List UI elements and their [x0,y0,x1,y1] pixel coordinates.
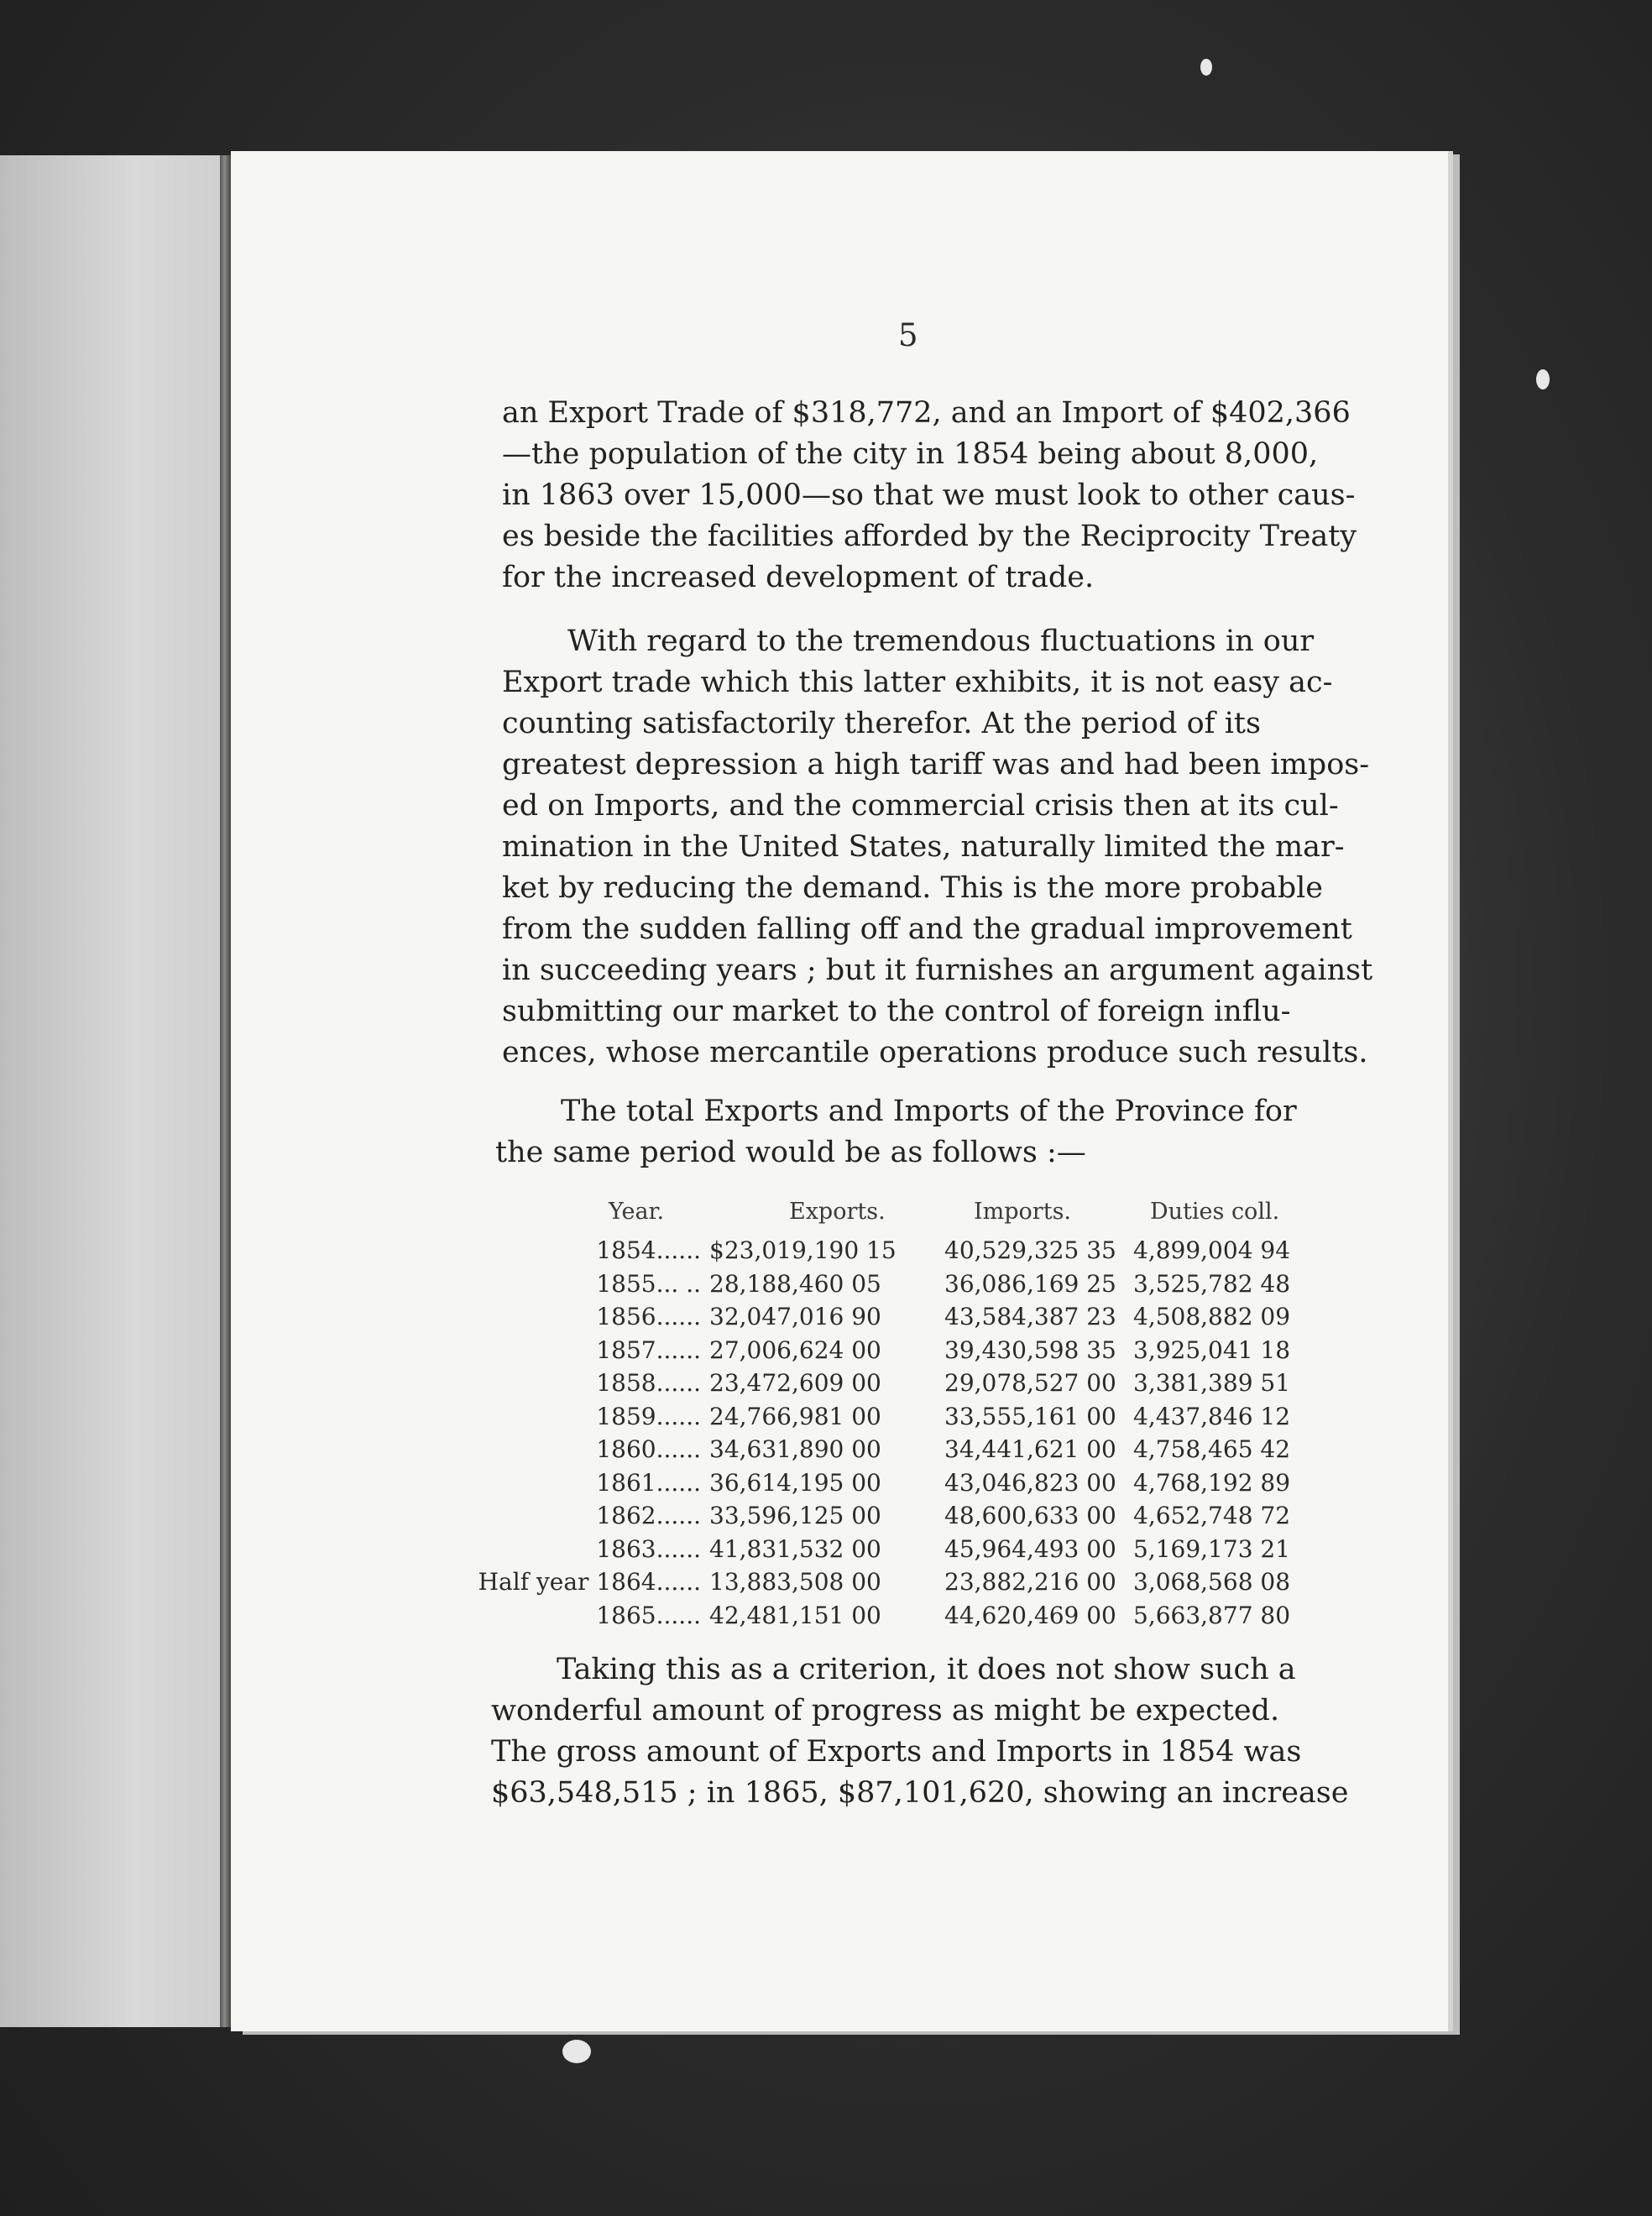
table-row [478,1234,1318,1267]
page-number: 5 [898,317,918,353]
text-line: for the increased development of trade. [502,561,1095,594]
text-line: wonderful amount of progress as might be expected. [491,1694,1280,1727]
cell-year: 1861...... [596,1468,701,1497]
cell-year: 1854...... [596,1236,701,1264]
cell-year: 1855... .. [596,1269,701,1298]
text-line: in succeeding years ; but it furnishes an argument against [502,954,1373,987]
table-row [478,1400,1318,1434]
cell-year: 1859...... [596,1402,701,1430]
cell-imports: 44,620,469 00 [944,1601,1116,1629]
cell-duties: 4,899,004 94 [1133,1236,1291,1264]
cell-duties: 3,068,568 08 [1133,1568,1291,1596]
cell-year: 1856...... [596,1303,701,1330]
table-row [478,1499,1318,1533]
paragraph-3 [495,1091,1315,1173]
text-line: submitting our market to the control of foreign influ- [502,995,1291,1028]
cell-exports: 33,596,125 00 [709,1502,881,1529]
text-line: the same period would be as follows :— [495,1136,1086,1169]
cell-duties: 4,437,846 12 [1133,1402,1291,1430]
cell-exports: 36,614,195 00 [709,1468,881,1497]
text-line: Taking this as a criterion, it does not show such a [557,1653,1296,1686]
book-spine [220,155,232,2027]
left-page [0,155,227,2027]
cell-imports: 39,430,598 35 [944,1335,1116,1364]
table-row [478,1334,1318,1367]
table-row [478,1466,1318,1500]
cell-imports: 48,600,633 00 [944,1502,1116,1529]
cell-duties: 5,663,877 80 [1133,1601,1291,1629]
text-line: Export trade which this latter exhibits, it is not easy ac- [502,666,1333,699]
text-line: The total Exports and Imports of the Province for [561,1095,1297,1128]
cell-exports: 41,831,532 00 [709,1534,881,1563]
table-row [478,1433,1318,1466]
table-row [478,1599,1318,1633]
cell-duties: 4,652,748 72 [1133,1502,1291,1529]
dust-speck [562,2040,591,2063]
cell-duties: 4,508,882 09 [1133,1303,1291,1330]
cell-imports: 45,964,493 00 [944,1534,1116,1563]
cell-year: 1863...... [596,1534,701,1563]
cell-year: 1862...... [596,1502,701,1529]
cell-imports: 29,078,527 00 [944,1369,1116,1397]
column-header-duties: Duties coll. [1150,1199,1280,1225]
cell-exports: 23,472,609 00 [709,1369,881,1397]
cell-exports: 13,883,508 00 [709,1568,881,1596]
text-line: ket by reducing the demand. This is the more probable [502,871,1324,905]
table-row [478,1533,1318,1566]
cell-year: 1860...... [596,1435,701,1463]
text-line: ed on Imports, and the commercial crisis then at its cul- [502,789,1339,823]
table-row [478,1565,1318,1599]
cell-exports: 34,631,890 00 [709,1435,881,1463]
text-line: in 1863 over 15,000—so that we must look to other caus- [502,478,1356,512]
column-header-imports: Imports. [974,1199,1072,1225]
cell-imports: 43,584,387 23 [944,1303,1116,1330]
cell-duties: 3,381,389 51 [1133,1369,1291,1397]
cell-imports: 34,441,621 00 [944,1435,1116,1463]
text-line: greatest depression a high tariff was and had been impos- [502,748,1370,781]
cell-imports: 43,046,823 00 [944,1468,1116,1497]
cell-exports: 42,481,151 00 [709,1601,881,1629]
cell-duties: 5,169,173 21 [1133,1534,1291,1563]
cell-imports: 33,555,161 00 [944,1402,1116,1430]
table-row [478,1267,1318,1301]
cell-imports: 36,086,169 25 [944,1269,1116,1298]
text-line: —the population of the city in 1854 being about 8,000, [502,437,1319,471]
cell-exports: 27,006,624 00 [709,1335,881,1364]
text-line: counting satisfactorily therefor. At the period of its [502,707,1261,740]
cell-duties: 4,758,465 42 [1133,1435,1291,1463]
text-line: mination in the United States, naturally limited the mar- [502,830,1345,864]
cell-duties: 3,925,041 18 [1133,1335,1291,1364]
cell-exports: 24,766,981 00 [709,1402,881,1430]
text-line: With regard to the tremendous fluctuations in our [567,625,1315,658]
cell-imports: 40,529,325 35 [944,1236,1116,1264]
text-line: ences, whose mercantile operations produce such results. [502,1036,1368,1069]
text-line: an Export Trade of $318,772, and an Import of $402,366 [502,396,1351,430]
paragraph-4 [491,1649,1349,1814]
paragraph-1 [502,393,1357,598]
dust-speck [1536,369,1550,389]
dust-speck [1200,59,1212,76]
table-row [478,1300,1318,1334]
cell-imports: 23,882,216 00 [944,1568,1116,1596]
text-line: The gross amount of Exports and Imports in 1854 was [491,1735,1302,1769]
text-line: $63,548,515 ; in 1865, $87,101,620, showing an increase [491,1776,1349,1810]
cell-exports: 32,047,016 90 [709,1303,881,1330]
cell-duties: 3,525,782 48 [1133,1269,1291,1298]
text-line: es beside the facilities afforded by the Reciprocity Treaty [502,520,1357,553]
column-header-year: Year. [609,1199,665,1225]
table-row [478,1367,1318,1400]
cell-exports: 28,188,460 05 [709,1269,881,1298]
paragraph-2 [502,621,1373,1074]
cell-year: 1865...... [596,1601,701,1629]
cell-year: Half year 1864...... [478,1568,701,1596]
cell-year: 1857...... [596,1335,701,1364]
cell-year: 1858...... [596,1369,701,1397]
column-header-exports: Exports. [789,1199,886,1225]
cell-exports: $23,019,190 15 [709,1236,897,1264]
text-line: from the sudden falling off and the gradual improvement [502,912,1352,946]
table-header [478,1195,1318,1234]
trade-table [478,1195,1318,1632]
cell-duties: 4,768,192 89 [1133,1468,1291,1497]
